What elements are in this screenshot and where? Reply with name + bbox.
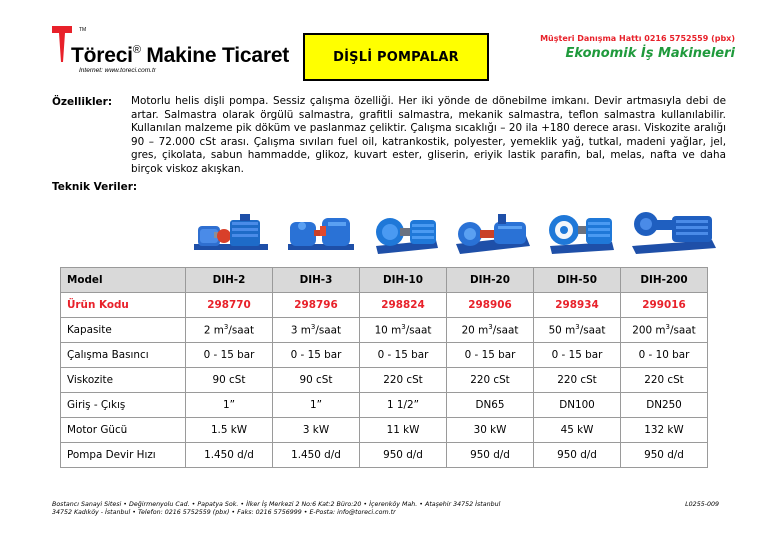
- table-cell: 50 $m^3$/saat: [534, 318, 621, 343]
- table-cell: 1”: [186, 393, 273, 418]
- table-cell: 950 d/d: [621, 443, 708, 468]
- row-label: Çalışma Basıncı: [61, 343, 186, 368]
- table-row-capacity: [61, 318, 708, 343]
- table-cell: 10 $m^3$/saat: [360, 318, 447, 343]
- table-cell: 200 $m^3$/saat: [621, 318, 708, 343]
- table-cell: 1.450 d/d: [186, 443, 273, 468]
- table-cell: 950 d/d: [534, 443, 621, 468]
- table-cell: 90 cSt: [186, 368, 273, 393]
- features-text: Motorlu helis dişli pompa. Sessiz çalışma özelliği. Her iki yönde de dönebilme imkanı. Devir artmasıyla debi de artar. Salmastra olarak örgülü salmastra, grafitli salmastra, mekanik salmastra, teflon salmastra kullanılabilir. Kullanılan malzeme pik döküm ve paslanmaz çeliktir. Çalışma sıcaklığı – 20 ila +180 derece arası. Viskozite aralığı 90 – 72.000 cSt arası. Çalışma sıvıları fuel oil, katrankostik, polyester, yemeklik yağ, tutkal, madeni yağlar, jel, gres, çikolata, sabun hammadde, glikoz, kuvart ester, gliserin, eriyik lastik parafin, bal, melas, nafta ve daha birçok viskoz akışkan.: [131, 95, 726, 175]
- pump-image-dih-10: [370, 196, 442, 260]
- table-cell: 220 cSt: [447, 368, 534, 393]
- table-cell: 0 - 10 bar: [621, 343, 708, 368]
- table-cell: 298796: [273, 293, 360, 318]
- table-cell: 298770: [186, 293, 273, 318]
- table-cell: 45 kW: [534, 418, 621, 443]
- pump-image-dih-3: [282, 196, 360, 260]
- pump-image-dih-50: [544, 196, 620, 260]
- table-cell: DN250: [621, 393, 708, 418]
- footer-address-line-2: 34752 Kadıköy - İstanbul • Telefon: 0216 5752559 (pbx) • Faks: 0216 5756999 • E-Posta: info@toreci.com.tr: [52, 509, 396, 516]
- pump-image-dih-20: [452, 196, 536, 260]
- pump-image-dih-2: [190, 196, 272, 260]
- table-cell: 220 cSt: [534, 368, 621, 393]
- table-header-cell: DIH-3: [273, 268, 360, 293]
- table-cell: 298824: [360, 293, 447, 318]
- table-row-port: [61, 393, 708, 418]
- table-cell: DN100: [534, 393, 621, 418]
- table-cell: 0 - 15 bar: [273, 343, 360, 368]
- table-cell: 220 cSt: [360, 368, 447, 393]
- table-cell: 1.5 kW: [186, 418, 273, 443]
- table-cell: 950 d/d: [447, 443, 534, 468]
- table-row-pressure: [61, 343, 708, 368]
- table-header-cell: DIH-200: [621, 268, 708, 293]
- table-cell: 0 - 15 bar: [447, 343, 534, 368]
- document-number: L0255-009: [685, 501, 719, 508]
- features-label: Özellikler:: [52, 96, 113, 108]
- table-row-pump-speed: [61, 443, 708, 468]
- table-cell: 0 - 15 bar: [360, 343, 447, 368]
- table-header-cell: DIH-20: [447, 268, 534, 293]
- table-header-cell: DIH-2: [186, 268, 273, 293]
- table-cell: 220 cSt: [621, 368, 708, 393]
- table-row-viscosity: [61, 368, 708, 393]
- registered-mark: ®: [132, 44, 141, 56]
- table-header-row: [61, 268, 708, 293]
- table-cell: 1 1/2”: [360, 393, 447, 418]
- table-cell: 0 - 15 bar: [186, 343, 273, 368]
- company-name: Töreci® Makine Ticaret: [71, 44, 290, 67]
- table-cell: 30 kW: [447, 418, 534, 443]
- toreci-logo-icon: [52, 26, 72, 62]
- row-label: Giriş - Çıkış: [61, 393, 186, 418]
- row-label: Viskozite: [61, 368, 186, 393]
- table-header-cell: DIH-50: [534, 268, 621, 293]
- row-label: Motor Gücü: [61, 418, 186, 443]
- table-cell: 298934: [534, 293, 621, 318]
- table-row-motor-power: [61, 418, 708, 443]
- table-cell: 2 $m^3$/saat: [186, 318, 273, 343]
- table-row-product-code: [61, 293, 708, 318]
- pump-images: [190, 196, 720, 260]
- table-cell: 20 $m^3$/saat: [447, 318, 534, 343]
- table-cell: 950 d/d: [360, 443, 447, 468]
- row-label: Kapasite: [61, 318, 186, 343]
- trademark-mark: TM: [79, 27, 87, 33]
- row-label: Ürün Kodu: [61, 293, 186, 318]
- table-cell: DN65: [447, 393, 534, 418]
- technical-data-label: Teknik Veriler:: [52, 181, 138, 193]
- table-cell: 1.450 d/d: [273, 443, 360, 468]
- table-cell: 132 kW: [621, 418, 708, 443]
- table-cell: 298906: [447, 293, 534, 318]
- table-cell: 0 - 15 bar: [534, 343, 621, 368]
- customer-hotline: Müşteri Danışma Hattı 0216 5752559 (pbx): [540, 34, 735, 43]
- table-cell: 299016: [621, 293, 708, 318]
- page-title: DİŞLİ POMPALAR: [333, 49, 459, 65]
- table-cell: 90 cSt: [273, 368, 360, 393]
- table-cell: 3 $m^3$/saat: [273, 318, 360, 343]
- table-header-label: Model: [61, 268, 186, 293]
- spec-table: [60, 267, 708, 468]
- company-slogan: Ekonomik İş Makineleri: [565, 46, 735, 61]
- row-label: Pompa Devir Hızı: [61, 443, 186, 468]
- page-title-box: [303, 33, 489, 81]
- footer-address-line-1: Bostancı Sanayi Sitesi • Değirmenyolu Cad. • Papatya Sok. • İlker İş Merkezi 2 No:6 Kat:2 Büro:20 • İçerenköy Mah. • Ataşehir 34752 İstanbul: [52, 501, 501, 508]
- table-cell: 11 kW: [360, 418, 447, 443]
- pump-image-dih-200: [628, 196, 720, 260]
- table-cell: 1”: [273, 393, 360, 418]
- table-cell: 3 kW: [273, 418, 360, 443]
- website-line[interactable]: Internet: www.toreci.com.tr: [79, 67, 156, 74]
- table-header-cell: DIH-10: [360, 268, 447, 293]
